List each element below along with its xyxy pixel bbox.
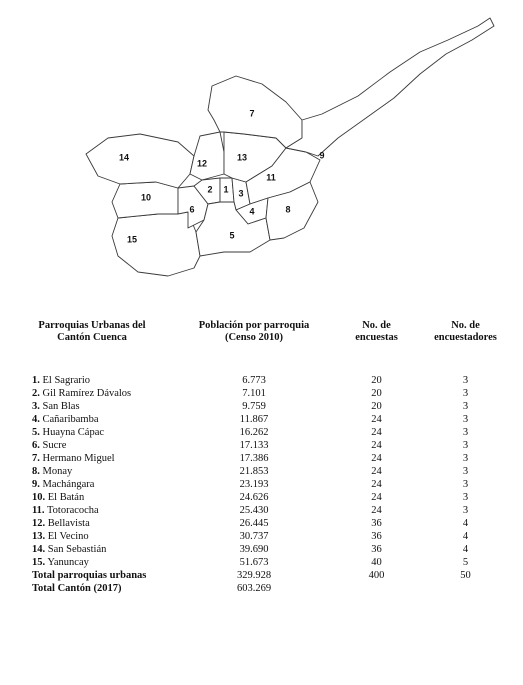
map-label-2: 2 bbox=[207, 184, 213, 195]
map-label-11: 11 bbox=[266, 172, 276, 183]
table-row: 8. Monay 21.853 24 3 bbox=[32, 466, 469, 477]
parish-region-12 bbox=[190, 132, 224, 180]
map-label-4: 4 bbox=[249, 206, 255, 217]
table-row: 2. Gil Ramírez Dávalos 7.101 20 3 bbox=[32, 388, 469, 399]
header-poblacion: Población por parroquia (Censo 2010) bbox=[198, 320, 310, 343]
total-canton-row: Total Cantón (2017) 603.269 bbox=[32, 583, 272, 594]
table-row: 11. Totoracocha 25.430 24 3 bbox=[32, 505, 469, 516]
table-row: 15. Yanuncay 51.673 40 5 bbox=[32, 557, 469, 568]
map-label-8: 8 bbox=[285, 204, 291, 215]
map-regions bbox=[86, 18, 494, 276]
table-header-row bbox=[22, 320, 512, 374]
table-row: 5. Huayna Cápac 16.262 24 3 bbox=[32, 427, 469, 438]
map-label-12: 12 bbox=[196, 158, 208, 169]
map-label-10: 10 bbox=[140, 192, 152, 203]
header-encuestadores: No. de encuestadores bbox=[434, 320, 497, 343]
map-label-13: 13 bbox=[236, 152, 248, 163]
header-parroquia: Parroquias Urbanas del Cantón Cuenca bbox=[38, 320, 146, 343]
parish-region-14 bbox=[86, 134, 194, 188]
parroquias-table bbox=[22, 320, 512, 595]
table-row: 4. Cañaribamba 11.867 24 3 bbox=[32, 414, 469, 425]
table-row: 13. El Vecino 30.737 36 4 bbox=[32, 531, 469, 542]
table-row: 12. Bellavista 26.445 36 4 bbox=[32, 518, 469, 529]
map-label-15: 15 bbox=[126, 234, 138, 245]
map-label-6: 6 bbox=[189, 204, 195, 215]
table-row: 10. El Batán 24.626 24 3 bbox=[32, 492, 469, 503]
table-row: 6. Sucre 17.133 24 3 bbox=[32, 440, 469, 451]
header-encuestas: No. de encuestas bbox=[355, 320, 398, 343]
parish-region-9 bbox=[286, 18, 494, 156]
table-row: 7. Hermano Miguel 17.386 24 3 bbox=[32, 453, 469, 464]
table-row: 3. San Blas 9.759 20 3 bbox=[32, 401, 469, 412]
map-label-1: 1 bbox=[223, 184, 229, 195]
parroquias-map bbox=[28, 6, 498, 290]
table-row: 14. San Sebastián 39.690 36 4 bbox=[32, 544, 469, 555]
map-label-9: 9 bbox=[319, 150, 325, 161]
map-label-14: 14 bbox=[118, 152, 130, 163]
map-label-3: 3 bbox=[238, 188, 244, 199]
map-label-5: 5 bbox=[229, 230, 235, 241]
parish-region-15 bbox=[112, 212, 200, 276]
table-row: 1. El Sagrario 6.773 20 3 bbox=[32, 375, 469, 386]
total-urbanas-row: Total parroquias urbanas 329.928 400 50 bbox=[32, 570, 471, 581]
map-label-7: 7 bbox=[249, 108, 255, 119]
table-row: 9. Machángara 23.193 24 3 bbox=[32, 479, 469, 490]
